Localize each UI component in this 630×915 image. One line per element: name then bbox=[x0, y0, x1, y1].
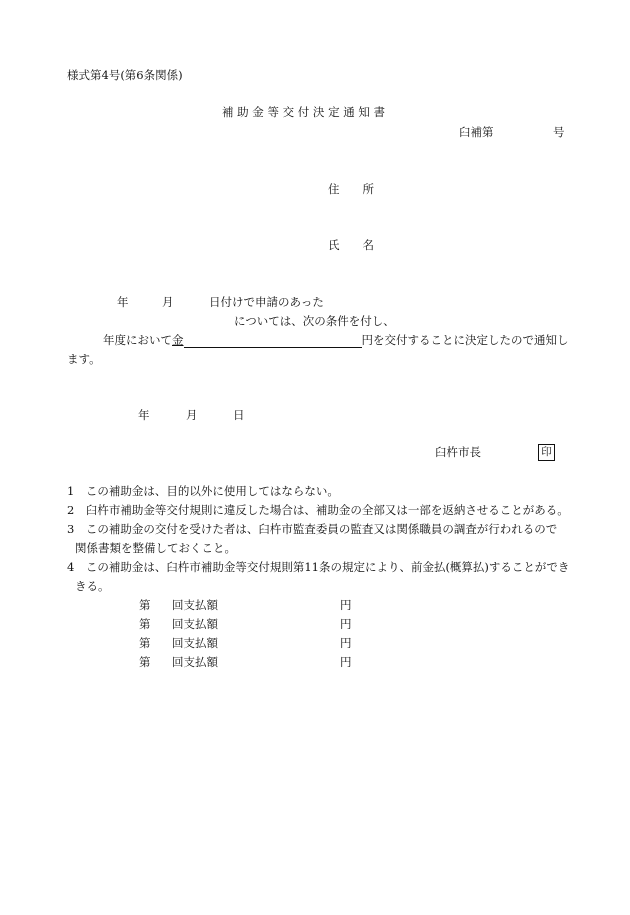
payment-row-4-yen: 円 bbox=[340, 655, 352, 669]
payment-row-1-label: 回支払額 bbox=[172, 598, 218, 612]
form-number: 様式第4号(第6条関係) bbox=[67, 68, 183, 82]
date-day: 日 bbox=[233, 408, 245, 422]
condition-3-cont: 関係書類を整備しておくこと。 bbox=[75, 541, 236, 555]
body-line3 bbox=[103, 334, 569, 348]
name-label: 氏 名 bbox=[328, 238, 374, 252]
fiscal-year-text: 年度において bbox=[103, 333, 172, 347]
date-year: 年 bbox=[138, 408, 150, 422]
payment-row-4-label: 回支払額 bbox=[172, 655, 218, 669]
amount-rest: 円を交付することに決定したので通知し bbox=[361, 333, 569, 347]
body-year: 年 bbox=[117, 295, 129, 309]
date-month: 月 bbox=[186, 408, 198, 422]
document-title: 補 助 金 等 交 付 決 定 通 知 書 bbox=[222, 105, 386, 119]
body-line2: については、次の条件を付し、 bbox=[234, 314, 395, 328]
payment-row-3-dai: 第 bbox=[139, 636, 151, 650]
body-line4: ます。 bbox=[67, 352, 101, 366]
doc-number-suffix: 号 bbox=[553, 125, 565, 139]
payment-row-3-yen: 円 bbox=[340, 636, 352, 650]
payment-row-1-yen: 円 bbox=[340, 598, 352, 612]
condition-2: 2 臼杵市補助金等交付規則に違反した場合は、補助金の全部又は一部を返納させることがある。 bbox=[67, 503, 569, 517]
payment-row-2-yen: 円 bbox=[340, 617, 352, 631]
address-label: 住 所 bbox=[328, 182, 374, 196]
seal-mark: 印 bbox=[538, 444, 555, 461]
payment-row-4-dai: 第 bbox=[139, 655, 151, 669]
payment-row-2-label: 回支払額 bbox=[172, 617, 218, 631]
condition-4: 4 この補助金は、臼杵市補助金等交付規則第11条の規定により、前金払(概算払)することができ bbox=[67, 560, 570, 574]
condition-4-cont: きる。 bbox=[75, 579, 110, 593]
payment-row-3-label: 回支払額 bbox=[172, 636, 218, 650]
payment-row-1-dai: 第 bbox=[139, 598, 151, 612]
payment-row-2-dai: 第 bbox=[139, 617, 151, 631]
condition-1: 1 この補助金は、目的以外に使用してはならない。 bbox=[67, 484, 339, 498]
amount-blank bbox=[184, 335, 362, 348]
body-application-date: 日付けで申請のあった bbox=[209, 295, 324, 309]
doc-number-prefix: 臼補第 bbox=[459, 125, 494, 139]
issuer-title: 臼杵市長 bbox=[435, 445, 481, 459]
body-month: 月 bbox=[162, 295, 174, 309]
amount-kin: 金 bbox=[172, 333, 184, 347]
condition-3: 3 この補助金の交付を受けた者は、臼杵市監査委員の監査又は関係職員の調査が行われるので bbox=[67, 522, 558, 536]
